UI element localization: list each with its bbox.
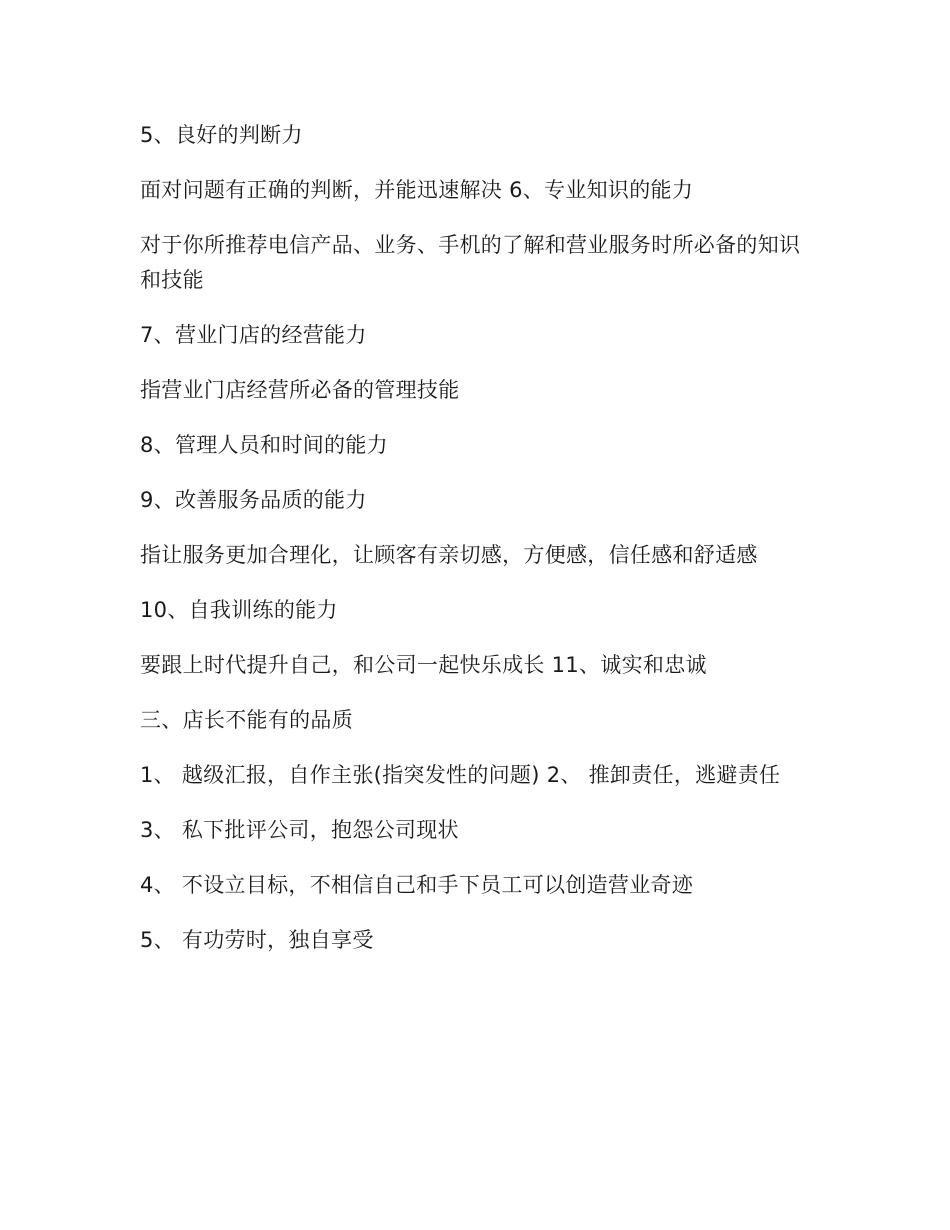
paragraph: 5、 有功劳时，独自享受 [140,928,374,952]
paragraph: 9、改善服务品质的能力 [140,488,367,512]
paragraph: 7、营业门店的经营能力 [140,323,367,347]
paragraph: 指营业门店经营所必备的管理技能 [140,378,460,402]
paragraph: 8、管理人员和时间的能力 [140,433,388,457]
paragraph: 指让服务更加合理化，让顾客有亲切感，方便感，信任感和舒适感 [140,543,758,567]
paragraph: 1、 越级汇报，自作主张(指突发性的问题) 2、 推卸责任，逃避责任 [140,763,781,787]
paragraph: 3、 私下批评公司，抱怨公司现状 [140,818,459,842]
document-body [140,118,810,978]
paragraph: 要跟上时代提升自己，和公司一起快乐成长 11、诚实和忠诚 [140,653,707,677]
paragraph: 对于你所推荐电信产品、业务、手机的了解和营业服务时所必备的知识和技能 [140,233,801,292]
paragraph: 面对问题有正确的判断，并能迅速解决 6、专业知识的能力 [140,178,694,202]
paragraph: 4、 不设立目标，不相信自己和手下员工可以创造营业奇迹 [140,873,694,897]
section-heading: 三、店长不能有的品质 [140,708,353,732]
paragraph: 10、自我训练的能力 [140,598,338,622]
paragraph: 5、良好的判断力 [140,123,303,147]
